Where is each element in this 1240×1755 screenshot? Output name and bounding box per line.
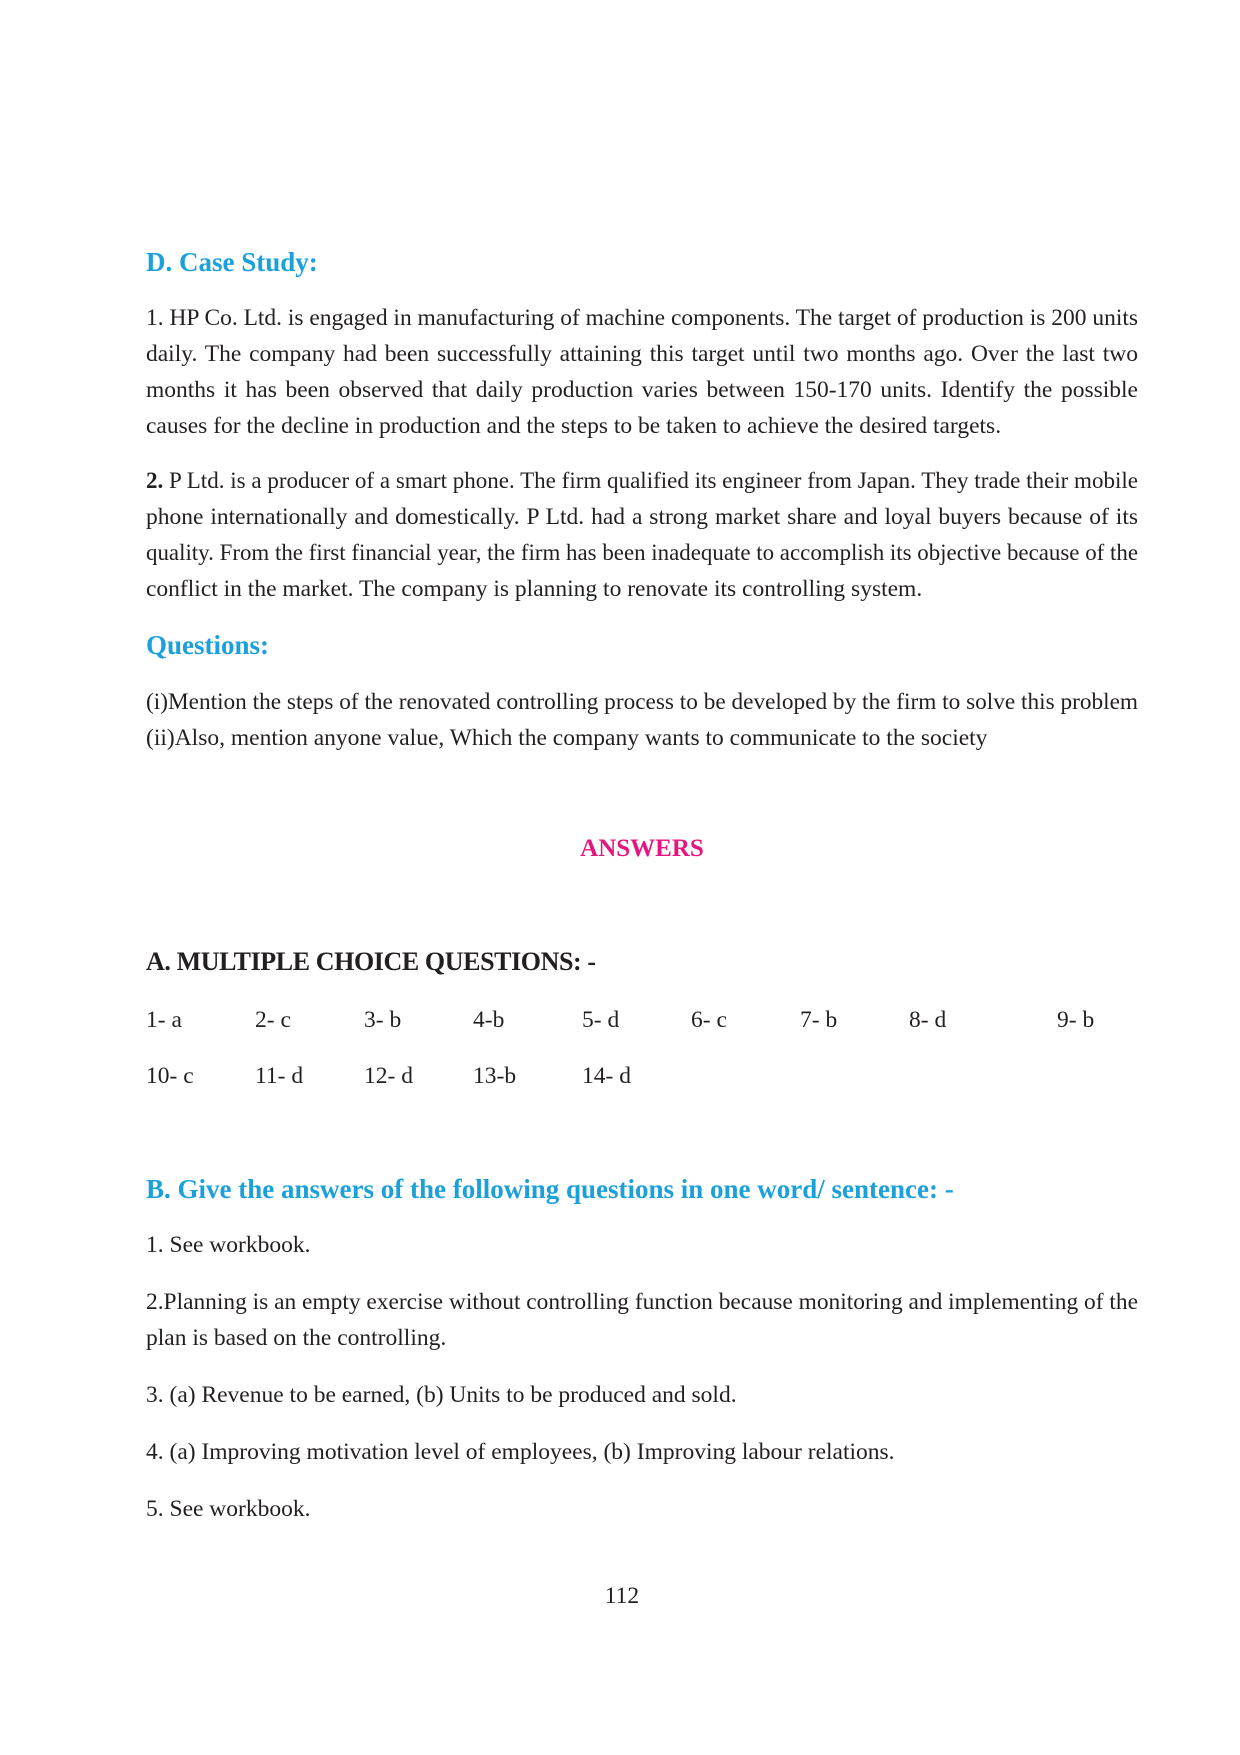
text-line — [146, 571, 1138, 607]
text-line-content: quality. From the first financial year, the firm has been inadequate to accomplish its objective because of the — [146, 540, 1138, 566]
text-line — [146, 408, 1138, 444]
mcq-answer: 12- d — [364, 1063, 413, 1089]
mcq-answer: 5- d — [582, 1007, 620, 1033]
mcq-answer: 7- b — [800, 1007, 838, 1033]
text-line — [146, 1320, 1138, 1356]
question-item — [146, 684, 1138, 720]
mcq-answer: 8- d — [909, 1007, 947, 1033]
text-line-content: 4. (a) Improving motivation level of employees, (b) Improving labour relations. — [146, 1439, 895, 1465]
text-line — [146, 1434, 1138, 1470]
question-text: (ii)Also, mention anyone value, Which the company wants to communicate to the society — [146, 725, 988, 751]
mcq-heading: A. MULTIPLE CHOICE QUESTIONS: - — [146, 947, 596, 976]
text-line-rest: P Ltd. is a producer of a smart phone. The firm qualified its engineer from Japan. They trade their mobile — [169, 468, 1139, 494]
short-answer-item — [146, 1284, 1138, 1356]
short-answers-list — [146, 1227, 1138, 1548]
text-line-content: 1. HP Co. Ltd. is engaged in manufacturing of machine components. The target of production is 200 units — [146, 305, 1138, 331]
text-line — [146, 463, 1138, 499]
text-line-content: 1. See workbook. — [146, 1232, 311, 1258]
answers-title: ANSWERS — [580, 835, 704, 862]
text-line-content: phone internationally and domestically. P Ltd. had a strong market share and loyal buyers because of its — [146, 504, 1138, 530]
text-line — [146, 300, 1138, 336]
text-line — [146, 1227, 1138, 1263]
text-line — [146, 1284, 1138, 1320]
mcq-answer: 3- b — [364, 1007, 402, 1033]
short-answer-item — [146, 1377, 1138, 1413]
mcq-answer-grid — [146, 1002, 1138, 1094]
text-line-content: 3. (a) Revenue to be earned, (b) Units to be produced and sold. — [146, 1382, 737, 1408]
mcq-answer: 13-b — [473, 1063, 517, 1089]
text-line-content: conflict in the market. The company is planning to renovate its controlling system. — [146, 576, 923, 602]
mcq-answer: 4-b — [473, 1007, 505, 1033]
question-text: (i)Mention the steps of the renovated controlling process to be developed by the firm to solve this problem — [146, 689, 1138, 715]
mcq-answer: 2- c — [255, 1007, 291, 1033]
mcq-answer: 10- c — [146, 1063, 194, 1089]
mcq-answer: 11- d — [255, 1063, 304, 1089]
case-study-paragraph-1 — [146, 300, 1138, 444]
text-line — [146, 1491, 1138, 1527]
questions-heading: Questions: — [146, 630, 270, 660]
question-item — [146, 720, 1138, 756]
mcq-answer: 1- a — [146, 1007, 182, 1033]
text-line — [146, 1377, 1138, 1413]
paragraph-number: 2. — [146, 468, 164, 494]
text-line-content: 5. See workbook. — [146, 1496, 311, 1522]
text-line — [146, 372, 1138, 408]
text-line — [146, 336, 1138, 372]
text-line-content: daily. The company had been successfully attaining this target until two months ago. Over the last two — [146, 341, 1138, 367]
mcq-answer: 9- b — [1057, 1007, 1095, 1033]
case-study-paragraph-2 — [146, 463, 1138, 607]
page-number: 112 — [604, 1583, 640, 1609]
short-answer-item — [146, 1491, 1138, 1527]
short-answers-heading: B. Give the answers of the following questions in one word/ sentence: - — [146, 1174, 954, 1204]
mcq-answer: 6- c — [691, 1007, 727, 1033]
text-line-content: months it has been observed that daily production varies between 150-170 units. Identify the possible — [146, 377, 1138, 403]
mcq-answer: 14- d — [582, 1063, 631, 1089]
short-answer-item — [146, 1227, 1138, 1263]
text-line-content: plan is based on the controlling. — [146, 1325, 447, 1351]
questions-list — [146, 684, 1138, 756]
text-line — [146, 499, 1138, 535]
text-line-content: 2.Planning is an empty exercise without controlling function because monitoring and implementing of the — [146, 1289, 1138, 1315]
text-line — [146, 535, 1138, 571]
short-answer-item — [146, 1434, 1138, 1470]
text-line-content: causes for the decline in production and the steps to be taken to achieve the desired targets. — [146, 413, 1002, 439]
case-study-heading: D. Case Study: — [146, 247, 318, 277]
text-line-content — [146, 463, 1138, 499]
